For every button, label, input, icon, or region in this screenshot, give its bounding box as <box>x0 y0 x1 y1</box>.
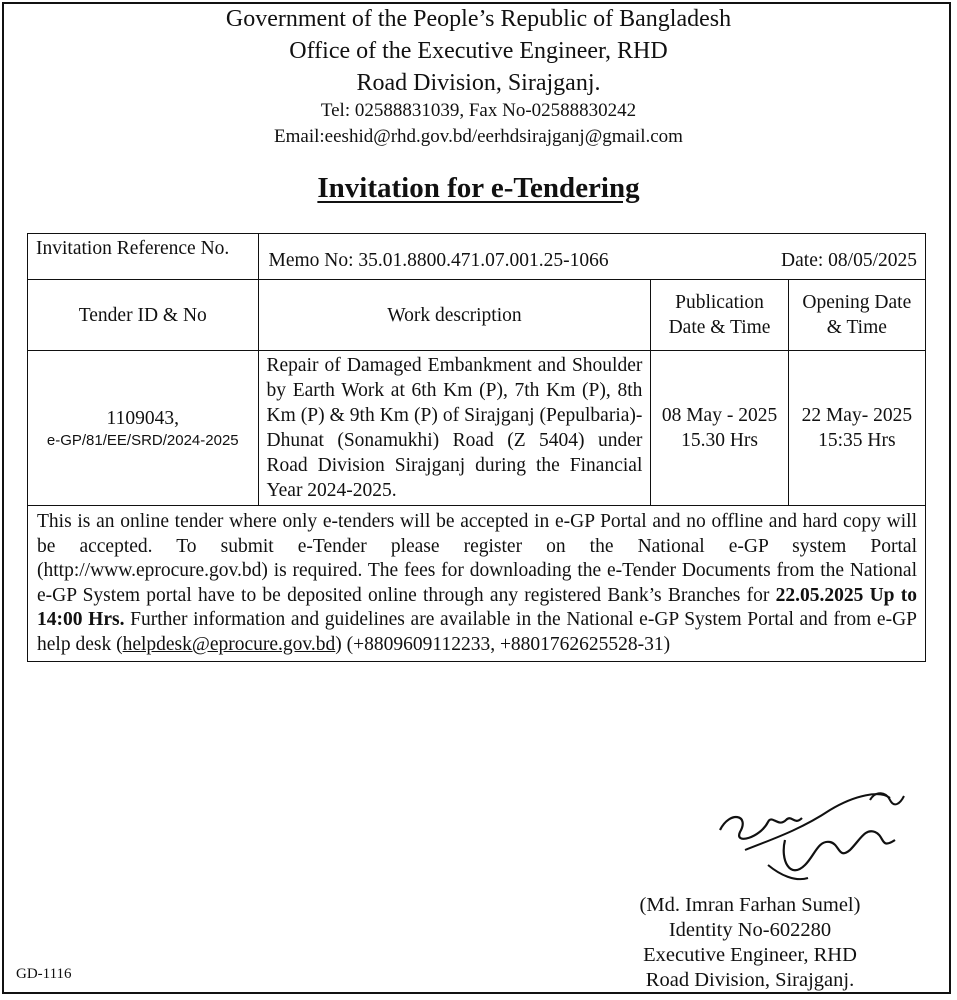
signatory-name: (Md. Imran Farhan Sumel) <box>639 894 861 916</box>
table-header-row <box>28 280 926 351</box>
tender-id-cell <box>28 351 259 506</box>
header-contact-phone: Tel: 02588831039, Fax No-02588830242 <box>320 100 637 121</box>
memo-number: Memo No: 35.01.8800.471.07.001.25-1066 <box>268 250 609 271</box>
reference-label: Invitation Reference No. <box>28 234 259 280</box>
note-text-1: This is an online tender where only e-tenders will be accepted in e-GP Portal and no offline and hard copy will be accepted. To submit e-Tender please register on the National e-GP system Portal (http://www.eprocure.gov.bd) is required. The fees for downloading the e-Tender Documents from the National e-GP System portal have to be deposited online through any registered Bank’s Branches for <box>37 511 917 606</box>
header-office: Office of the Executive Engineer, RHD <box>289 38 668 64</box>
page-title <box>0 172 957 205</box>
signatory-identity: Identity No-602280 <box>668 919 832 941</box>
note-row <box>28 506 926 662</box>
footer-code: GD-1116 <box>16 966 72 982</box>
note-text-3: (+8809609112233, +8801762625528-31) <box>341 633 671 655</box>
signatory-office: Road Division, Sirajganj. <box>645 969 855 991</box>
header-publication: Publication Date & Time <box>651 280 788 351</box>
memo-cell <box>258 234 926 280</box>
opening-date: 22 May- 2025 15:35 Hrs <box>788 351 925 506</box>
signatory-designation: Executive Engineer, RHD <box>643 944 857 966</box>
page-title-text: Invitation for e-Tendering <box>317 172 640 204</box>
tender-table <box>27 233 926 662</box>
signatory-block <box>600 893 900 993</box>
header-contact-email: Email:eeshid@rhd.gov.bd/eerhdsirajganj@gmail.com <box>274 126 683 147</box>
tender-id: 1109043, <box>106 407 179 429</box>
header-government: Government of the People’s Republic of Bangladesh <box>225 6 732 32</box>
work-description: Repair of Damaged Embankment and Shoulder by Earth Work at 6th Km (P), 7th Km (P), 8th Km (P) & 9th Km (P) of Sirajganj (Pepulbaria)-Dhunat (Sonamukhi) Road (Z 5404) under Road Division Sirajganj during the Financial Year 2024-2025. <box>258 351 651 506</box>
header-tender-id: Tender ID & No <box>28 280 259 351</box>
note-text-2: Further information and guidelines are available in the National e-GP System Portal and from e-GP help desk <box>37 609 917 655</box>
handwritten-signature <box>690 770 920 900</box>
table-row <box>28 351 926 506</box>
header-work-description: Work description <box>258 280 651 351</box>
tender-note: This is an online tender where only e-tenders will be accepted in e-GP Portal and no offline and hard copy will be accepted. To submit e-Tender please register on the National e-GP system Portal (http://www.eprocure.gov.bd) is required. The fees for downloading the e-Tender Documents from the National e-GP System portal have to be deposited online through any registered Bank’s Branches for 22.05.2025 Up to 14:00 Hrs. Further information and guidelines are available in the National e-GP System Portal and from e-GP help desk (helpdesk@eprocure.gov.bd) (+8809609112233, +8801762625528-31) <box>28 506 926 662</box>
helpdesk-email: helpdesk@eprocure.gov.bd <box>122 633 336 655</box>
header-division: Road Division, Sirajganj. <box>356 70 601 96</box>
reference-row <box>28 234 926 280</box>
tender-code: e-GP/81/EE/SRD/2024-2025 <box>46 431 239 449</box>
memo-date: Date: 08/05/2025 <box>781 250 917 271</box>
publication-date: 08 May - 2025 15.30 Hrs <box>651 351 788 506</box>
header-opening: Opening Date & Time <box>788 280 925 351</box>
submission-deadline: 22.05.2025 Up to 14:00 Hrs. <box>37 584 917 630</box>
